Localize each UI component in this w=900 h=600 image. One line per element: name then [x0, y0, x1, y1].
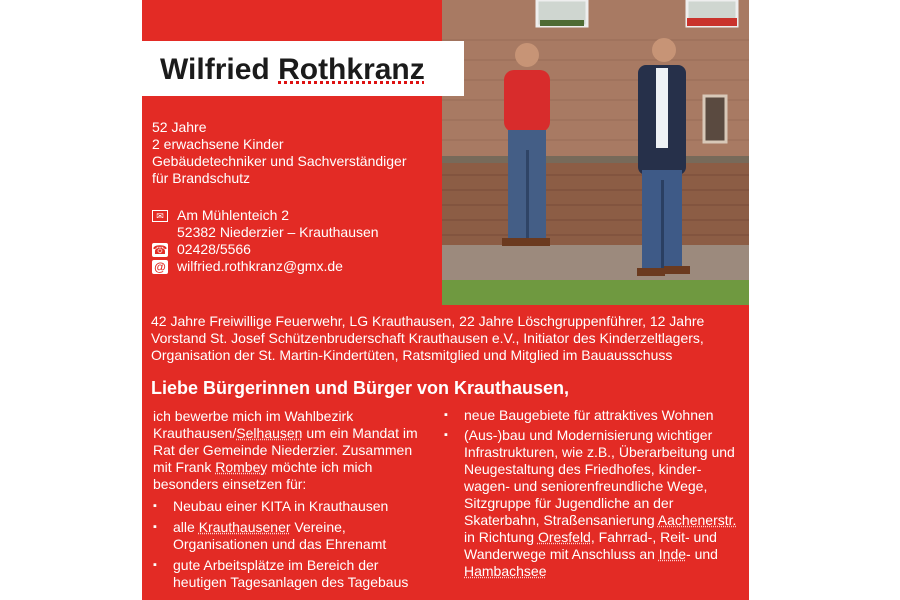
- contact-phone: 02428/5566: [177, 241, 251, 257]
- right-bullet-2: ▪ (Aus-)bau und Modernisierung wichtiger Infrastrukturen, wie z.B., Überarbeitung und Neugestaltung des Friedhofes, kinder- wagen- und seniorenfreundliche Wege, Sitzgruppe für Jugendliche an der Skaterbahn, Straßensanierung Aachenerstr. in Richtung Oresfeld, Fahrrad-, Reit- und Wanderwege mit Anschluss an Inde- und Hambachsee: [444, 427, 737, 579]
- flyer-page: [142, 0, 749, 600]
- right-bullet-1: ▪ neue Baugebiete für attraktives Wohnen: [444, 407, 714, 423]
- left-bullet-2: ▪ alle Krauthausener Vereine, Organisationen und das Ehrenamt: [153, 519, 387, 552]
- envelope-icon: ✉: [152, 210, 168, 222]
- bio-line: Organisation der St. Martin-Kindertüten, Ratsmitglied und Mitglied im Bauausschuss: [151, 347, 673, 363]
- personal-line: 52 Jahre: [152, 119, 207, 135]
- candidate-photo: [442, 0, 749, 305]
- intro-line: Rat der Gemeinde Niederzier. Zusammen: [153, 442, 413, 458]
- bullet-square-icon: ▪: [153, 521, 157, 533]
- bullet-square-icon: ▪: [444, 409, 448, 421]
- intro-line: besonders einsetzen für:: [153, 476, 307, 492]
- bullet-square-icon: ▪: [153, 559, 157, 571]
- contact-street: Am Mühlenteich 2: [177, 207, 290, 223]
- bullet-square-icon: ▪: [153, 500, 157, 512]
- bio-text: [151, 313, 704, 364]
- left-bullet-3: ▪ gute Arbeitsplätze im Bereich der heutigen Tagesanlagen des Tagebaus: [153, 557, 409, 590]
- personal-line: 2 erwachsene Kinder: [152, 136, 284, 152]
- contact-email: wilfried.rothkranz@gmx.de: [177, 258, 343, 274]
- phone-icon: ☎: [152, 243, 168, 258]
- intro-text: [153, 408, 418, 493]
- greeting-heading: Liebe Bürgerinnen und Bürger von Krauthausen,: [151, 378, 570, 398]
- bio-line: Vorstand St. Josef Schützenbruderschaft Krauthausen e.V., Initiator des Kinderzeltlagers,: [151, 330, 704, 346]
- candidate-name: Wilfried Rothkranz: [160, 53, 425, 86]
- contact-email-row: [152, 258, 343, 275]
- personal-info: [152, 119, 407, 187]
- at-icon: @: [152, 260, 168, 274]
- left-bullet-1: ▪ Neubau einer KITA in Krauthausen: [153, 498, 389, 514]
- personal-line: Gebäudetechniker und Sachverständiger: [152, 153, 407, 169]
- contact-city-row: [177, 224, 379, 241]
- intro-line: mit Frank Rombey möchte ich mich: [153, 459, 373, 475]
- bio-line: 42 Jahre Freiwillige Feuerwehr, LG Krauthausen, 22 Jahre Löschgruppenführer, 12 Jahre: [151, 313, 705, 329]
- intro-line: Krauthausen/Selhausen um ein Mandat im: [153, 425, 418, 441]
- contact-city: 52382 Niederzier – Krauthausen: [177, 224, 379, 240]
- name-banner: [142, 41, 464, 96]
- personal-line: für Brandschutz: [152, 170, 251, 186]
- contact-phone-row: [152, 241, 251, 258]
- intro-line: ich bewerbe mich im Wahlbezirk: [153, 408, 354, 424]
- bullet-square-icon: ▪: [444, 429, 448, 441]
- contact-address-row: [152, 207, 289, 224]
